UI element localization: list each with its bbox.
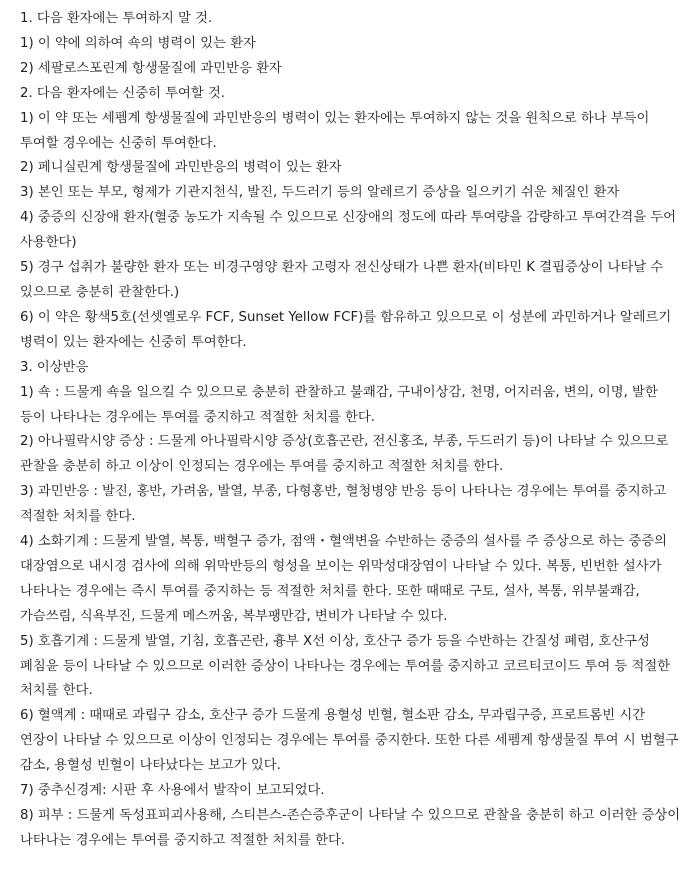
list-item: 1) 쇽 : 드물게 쇽을 일으킬 수 있으므로 충분히 관찰하고 불쾌감, 구내이상감, 천명, 어지러움, 변의, 이명, 발한 등이 나타나는 경우에는 투여를 중지하고 적절한 처치를 한다. (20, 384, 658, 425)
list-item: 4) 중증의 신장애 환자(혈중 농도가 지속될 수 있으므로 신장애의 정도에 따라 투여량을 감량하고 투여간격을 두어 사용한다) (20, 210, 677, 251)
list-item: 2) 페니실린계 항생물질에 과민반응의 병력이 있는 환자 (20, 160, 342, 176)
list-item: 6) 이 약은 황색5호(선셋옐로우 FCF, Sunset Yellow FCF)를 함유하고 있으므로 이 성분에 과민하거나 알레르기 병력이 있는 환자에는 신중히 투여한다. (20, 309, 672, 350)
list-item: 2) 세팔로스포린계 항생물질에 과민반응 환자 (20, 60, 282, 76)
list-item: 3) 과민반응 : 발진, 홍반, 가려움, 발열, 부종, 다형홍반, 혈청병양 반응 등이 나타나는 경우에는 투여를 중지하고 적절한 처치를 한다. (20, 484, 667, 525)
list-item: 7) 중추신경계: 시판 후 사용에서 발작이 보고되었다. (20, 783, 325, 799)
list-item: 5) 호흡기계 : 드물게 발열, 기침, 호흡곤란, 흉부 X선 이상, 호산구 증가 등을 수반하는 간질성 폐렴, 호산구성 폐침윤 등이 나타날 수 있으므로 이러한 증상이 나타나는 경우에는 투여를 중지하고 코르티코이드 투여 등 적절한 처치를 한다. (20, 633, 671, 699)
list-item: 6) 혈액계 : 때때로 과립구 감소, 호산구 증가 드물게 용혈성 빈혈, 혈소판 감소, 무과립구증, 프로트롬빈 시간 연장이 나타날 수 있으므로 이상이 인정되는 경우에는 투여를 중지한다. 또한 다른 세펨계 항생물질 투여 시 범혈구 감소, 용혈성 빈혈이 나타났다는 보고가 있다. (20, 708, 679, 774)
list-item: 1) 이 약에 의하여 쇽의 병력이 있는 환자 (20, 35, 256, 51)
list-item: 4) 소화기계 : 드물게 발열, 복통, 백혈구 증가, 점액・혈액변을 수반하는 중증의 설사를 주 증상으로 하는 중증의 대장염으로 내시경 검사에 의해 위막반등의 형성을 보이는 위막성대장염이 나타날 수 있다. 복통, 빈번한 설사가 나타나는 경우에는 즉시 투여를 중지하는 등 적절한 처치를 한다. 또한 때때로 구토, 설사, 복통, 위부불쾌감, 가슴쓰림, 식욕부진, 드물게 메스꺼움, 복부팽만감, 변비가 나타날 수 있다. (20, 534, 667, 624)
section-1-heading: 1. 다음 환자에는 투여하지 말 것. (20, 11, 213, 26)
list-item: 1) 이 약 또는 세펨계 항생물질에 과민반응의 병력이 있는 환자에는 투여하지 않는 것을 원칙으로 하나 부득이 투여할 경우에는 신중히 투여한다. (20, 110, 650, 151)
list-item: 5) 경구 섭취가 불량한 환자 또는 비경구영양 환자 고령자 전신상태가 나쁜 환자(비타민 K 결핍증상이 나타날 수 있으므로 충분히 관찰한다.) (20, 260, 664, 300)
section-2-heading: 2. 다음 환자에는 신중히 투여할 것. (20, 85, 226, 101)
section-3-heading: 3. 이상반응 (20, 359, 89, 375)
list-item: 2) 아나필락시양 증상 : 드물게 아나필락시양 증상(호흡곤란, 전신홍조, 부종, 두드러기 등)이 나타날 수 있으므로 관찰을 충분히 하고 이상이 인정되는 경우에는 투여를 중지하고 적절한 처치를 한다. (20, 434, 669, 475)
list-item: 8) 피부 : 드물게 독성표피괴사용해, 스티븐스-존슨증후군이 나타날 수 있으므로 관찰을 충분히 하고 이러한 증상이 나타나는 경우에는 투여를 중지하고 적절한 처치를 한다. (20, 808, 681, 848)
list-item: 3) 본인 또는 부모, 형제가 기관지천식, 발진, 두드러기 등의 알레르기 증상을 일으키기 쉬운 체질인 환자 (20, 185, 620, 201)
